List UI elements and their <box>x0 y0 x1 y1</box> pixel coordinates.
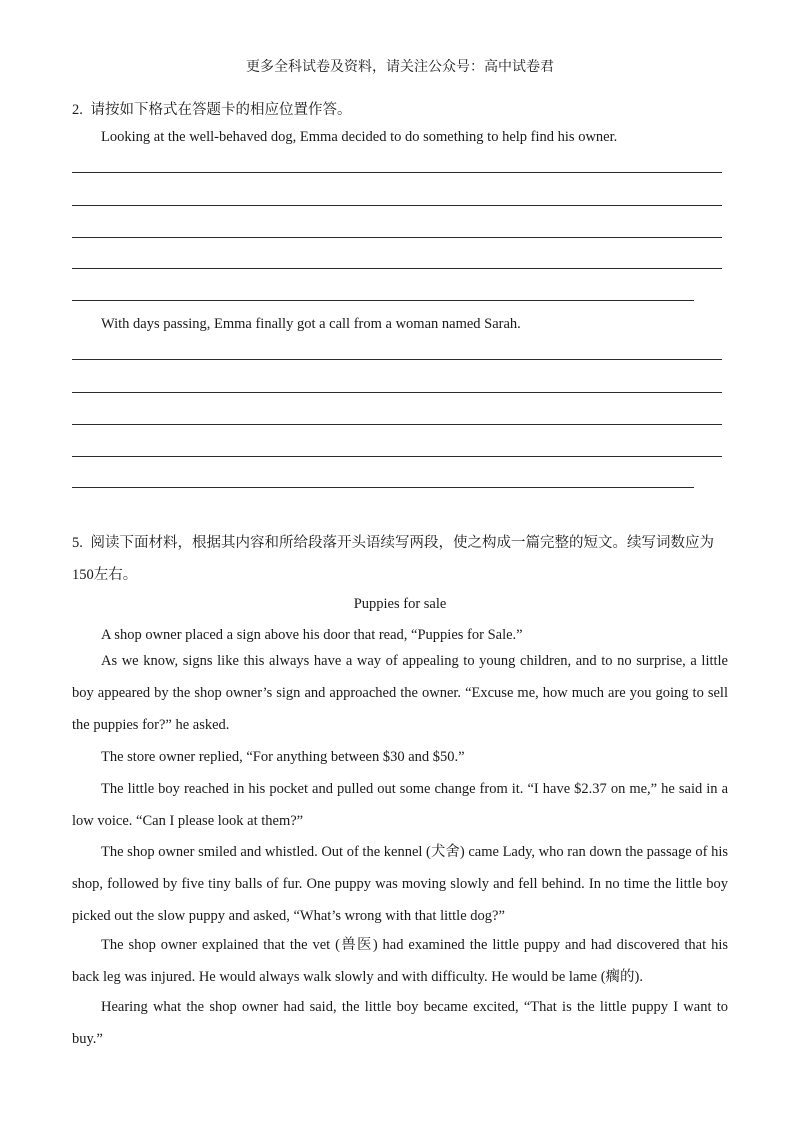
passage-paragraph: The shop owner smiled and whistled. Out of the kennel (犬舍) came Lady, who ran down the passage of his shop, followed by five tiny balls of fur. One puppy was moving slowly and fell behind. In no time the little boy picked out the slow puppy and asked, “What’s wrong with that little dog?” <box>72 844 728 924</box>
paragraph-2-opening: With days passing, Emma finally got a call from a woman named Sarah. <box>101 316 521 332</box>
answer-line <box>72 268 722 269</box>
question-2-number: 2. <box>72 102 83 118</box>
page-header: 更多全科试卷及资料，请关注公众号：高中试卷君 <box>246 60 554 75</box>
question-2-instruction <box>72 98 352 119</box>
answer-line <box>72 359 722 360</box>
question-2-text: 请按如下格式在答题卡的相应位置作答。 <box>90 102 352 118</box>
answer-line <box>72 424 722 425</box>
question-5-instruction <box>72 527 728 591</box>
passage-paragraph: A shop owner placed a sign above his door that read, “Puppies for Sale.” <box>101 627 523 643</box>
answer-line <box>72 487 694 488</box>
answer-line <box>72 172 722 173</box>
paragraph-1-opening: Looking at the well-behaved dog, Emma decided to do something to help find his owner. <box>101 129 618 145</box>
answer-line <box>72 300 694 301</box>
passage-title: Puppies for sale <box>353 596 447 612</box>
passage-paragraph: The little boy reached in his pocket and pulled out some change from it. “I have $2.37 on me,” he said in a low voice. “Can I please look at them?” <box>72 781 728 829</box>
question-5-text: 阅读下面材料，根据其内容和所给段落开头语续写两段，使之构成一篇完整的短文。续写词数应为150左右。 <box>72 535 714 583</box>
answer-line <box>72 205 722 206</box>
answer-line <box>72 392 722 393</box>
passage-paragraph: The store owner replied, “For anything between $30 and $50.” <box>101 749 465 765</box>
passage-paragraph: Hearing what the shop owner had said, the little boy became excited, “That is the little puppy I want to buy.” <box>72 999 728 1047</box>
question-5-number: 5. <box>72 535 83 551</box>
answer-line <box>72 237 722 238</box>
answer-line <box>72 456 722 457</box>
passage-paragraph: As we know, signs like this always have a way of appealing to young children, and to no surprise, a little boy appeared by the shop owner’s sign and approached the owner. “Excuse me, how much are you going to sell the puppies for?” he asked. <box>72 653 728 733</box>
passage-paragraph: The shop owner explained that the vet (兽医) had examined the little puppy and had discovered that his back leg was injured. He would always walk slowly and with difficulty. He would be lame (瘸的). <box>72 937 728 985</box>
